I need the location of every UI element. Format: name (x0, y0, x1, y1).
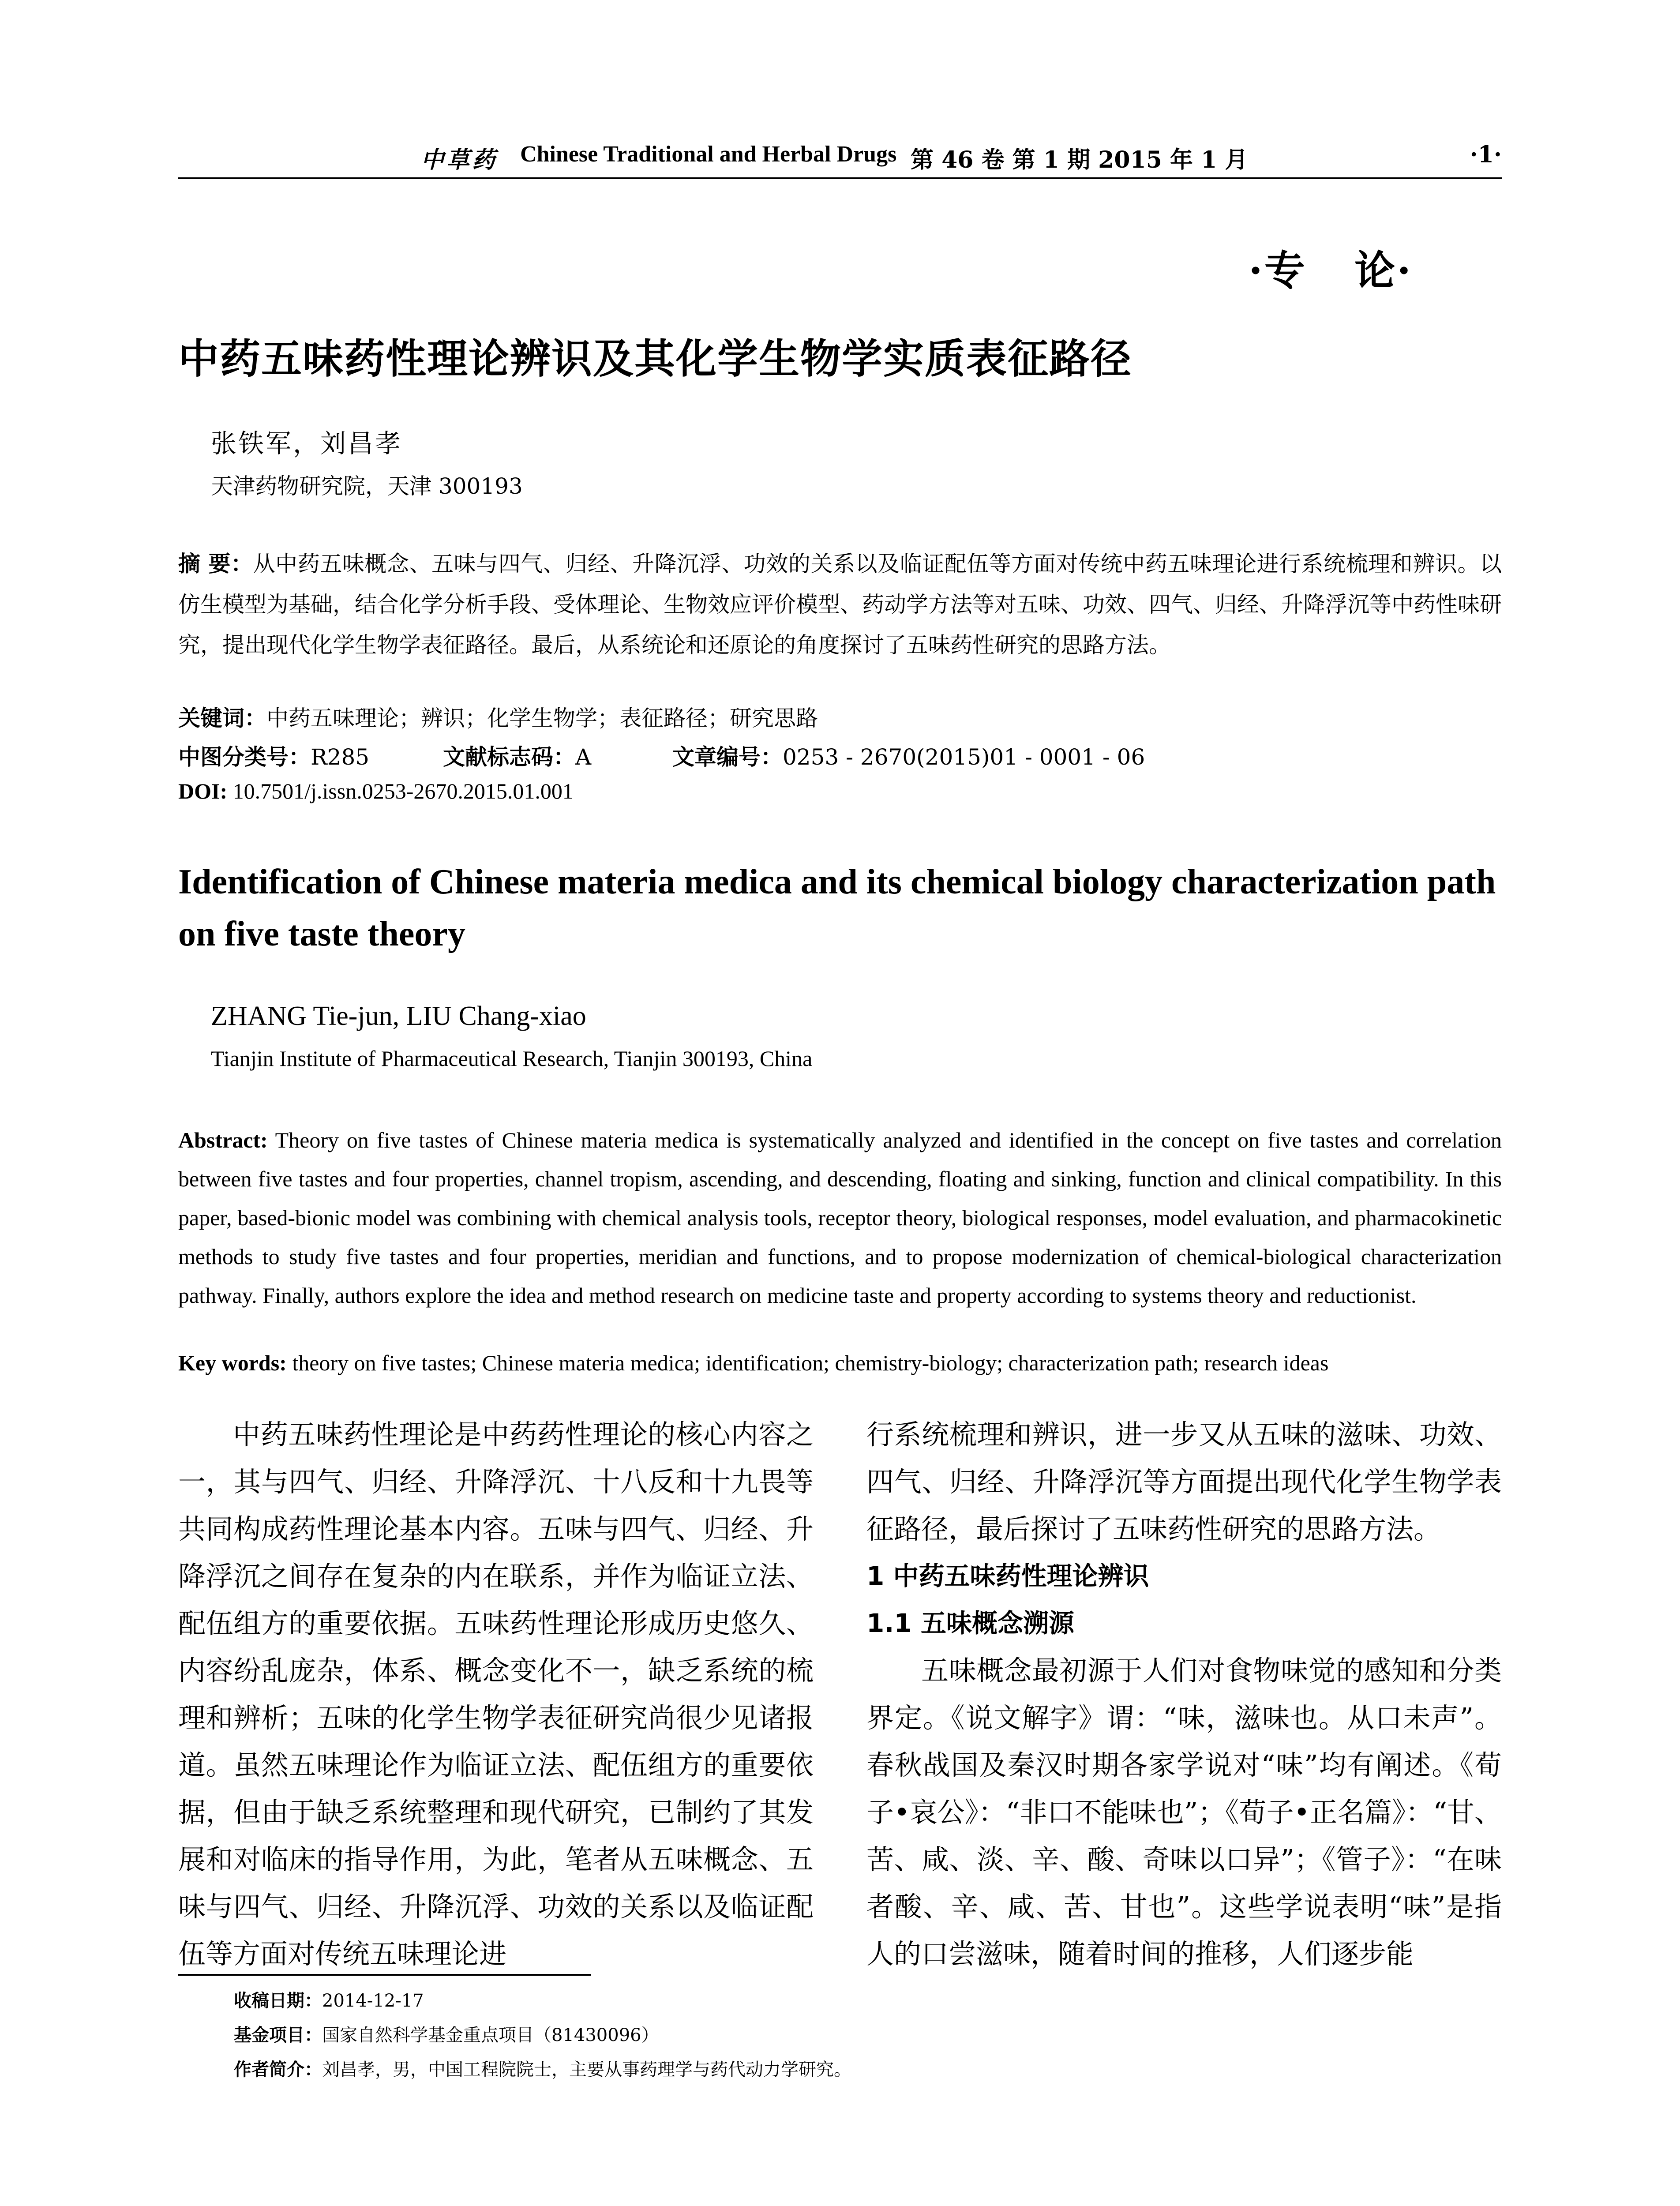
abstract-text: 从中药五味概念、五味与四气、归经、升降沉浮、功效的关系以及临证配伍等方面对传统中药五味理论进行系统梳理和辨识。以仿生模型为基础，结合化学分析手段、受体理论、生物效应评价模型、药动学方法等对五味、功效、四气、归经、升降浮沉等中药性味研究，提出现代化学生物学表征路径。最后，从系统论和还原论的角度探讨了五味药性研究的思路方法。 (178, 551, 1502, 658)
clc-value: R285 (311, 744, 370, 770)
page-number: ·1· (1470, 141, 1502, 168)
running-header (178, 141, 1502, 176)
column-tag: ·专 论· (1249, 247, 1413, 294)
article-no-item (672, 739, 1145, 771)
doi-line (178, 778, 574, 804)
classification-line (178, 739, 1502, 771)
chinese-authors: 张铁军，刘昌孝 (211, 428, 403, 458)
chinese-keywords (178, 701, 818, 732)
en-abstract-label: Abstract: (178, 1128, 268, 1152)
chinese-title: 中药五味药性理论辨识及其化学生物学实质表征路径 (178, 335, 1132, 383)
journal-name-cn: 中草药 (421, 146, 498, 173)
footnote-received (234, 1984, 851, 2018)
fund-value: 国家自然科学基金重点项目（81430096） (322, 2025, 659, 2045)
clc-item (178, 739, 443, 771)
english-affiliation: Tianjin Institute of Pharmaceutical Research, Tianjin 300193, China (211, 1046, 813, 1071)
body-paragraph: 行系统梳理和辨识，进一步又从五味的滋味、功效、四气、归经、升降浮沉等方面提出现代化学生物学表征路径，最后探讨了五味药性研究的思路方法。 (866, 1418, 1502, 1545)
english-title: Identification of Chinese materia medica and its chemical biology characterization path on five taste theory (178, 863, 1496, 953)
received-label: 收稿日期： (234, 1991, 322, 2011)
doi-value: 10.7501/j.issn.0253-2670.2015.01.001 (227, 779, 574, 803)
doi-label: DOI: (178, 779, 228, 803)
keywords-text: 中药五味理论；辨识；化学生物学；表征路径；研究思路 (266, 705, 818, 731)
body-paragraph: 中药五味药性理论是中药药性理论的核心内容之一，其与四气、归经、升降浮沉、十八反和十九畏等共同构成药性理论基本内容。五味与四气、归经、升降浮沉之间存在复杂的内在联系，并作为临证立法、配伍组方的重要依据。五味药性理论形成历史悠久、内容纷乱庞杂，体系、概念变化不一，缺乏系统的梳理和辨析；五味的化学生物学表征研究尚很少见诸报道。虽然五味理论作为临证立法、配伍组方的重要依据，但由于缺乏系统整理和现代研究，已制约了其发展和对临床的指导作用，为此，笔者从五味概念、五味与四气、归经、升降沉浮、功效的关系以及临证配伍等方面对传统五味理论进 (178, 1418, 814, 1970)
footnote-rule (178, 1974, 591, 1976)
english-keywords (178, 1350, 1328, 1376)
header-rule (178, 177, 1502, 179)
body-right-column (866, 1411, 1502, 1977)
abstract-label: 摘 要： (178, 551, 253, 577)
issue-info: 第 46 卷 第 1 期 2015 年 1 月 (911, 146, 1248, 173)
journal-name-en: Chinese Traditional and Herbal Drugs (520, 142, 897, 167)
fund-label: 基金项目： (234, 2025, 322, 2045)
body-left-column (178, 1411, 814, 1977)
author-label: 作者简介： (234, 2060, 322, 2080)
article-no-value: 0253 - 2670(2015)01 - 0001 - 06 (783, 744, 1145, 770)
footnote-author (234, 2052, 851, 2087)
section-heading: 1 中药五味药性理论辨识 (866, 1561, 1149, 1591)
en-abstract-text: Theory on five tastes of Chinese materia medica is systematically analyzed and identified in the concept on five tastes and correlation between five tastes and four properties, channel tropism, ascending, and descending, floating and sinking, function and clinical compatibility. In this paper, based-bionic model was combining with chemical analysis tools, receptor theory, biological responses, model evaluation, and pharmacokinetic methods to study five tastes and four properties, meridian and functions, and to propose modernization of chemical-biological characterization pathway. Finally, authors explore the idea and method research on medicine taste and property according to systems theory and reductionist. (178, 1128, 1502, 1308)
author-value: 刘昌孝，男，中国工程院院士，主要从事药理学与药代动力学研究。 (322, 2060, 851, 2080)
english-authors: ZHANG Tie-jun, LIU Chang-xiao (211, 1001, 586, 1031)
footnote-fund (234, 2018, 851, 2052)
keywords-label: 关键词： (178, 705, 266, 731)
footnotes (234, 1984, 851, 2087)
article-no-label: 文章编号： (672, 744, 783, 770)
subsection-heading: 1.1 五味概念溯源 (866, 1608, 1074, 1638)
en-keywords-text: theory on five tastes; Chinese materia medica; identification; chemistry-biology; characterization path; research ideas (286, 1351, 1329, 1375)
english-abstract (178, 1121, 1502, 1315)
doc-code-label: 文献标志码： (443, 744, 575, 770)
chinese-affiliation: 天津药物研究院，天津 300193 (211, 473, 523, 499)
doc-code-item (443, 739, 672, 771)
chinese-abstract (178, 544, 1502, 665)
doc-code-value: A (575, 744, 592, 770)
clc-label: 中图分类号： (178, 744, 311, 770)
received-value: 2014-12-17 (322, 1991, 424, 2011)
body-paragraph: 五味概念最初源于人们对食物味觉的感知和分类界定。《说文解字》谓：“味，滋味也。从口未声”。春秋战国及秦汉时期各家学说对“味”均有阐述。《荀子•哀公》：“非口不能味也”；《荀子•正名篇》：“甘、苦、咸、淡、辛、酸、奇味以口异”；《管子》：“在味者酸、辛、咸、苦、甘也”。这些学说表明“味”是指人的口尝滋味，随着时间的推移，人们逐步能 (866, 1654, 1502, 1970)
en-keywords-label: Key words: (178, 1351, 287, 1375)
